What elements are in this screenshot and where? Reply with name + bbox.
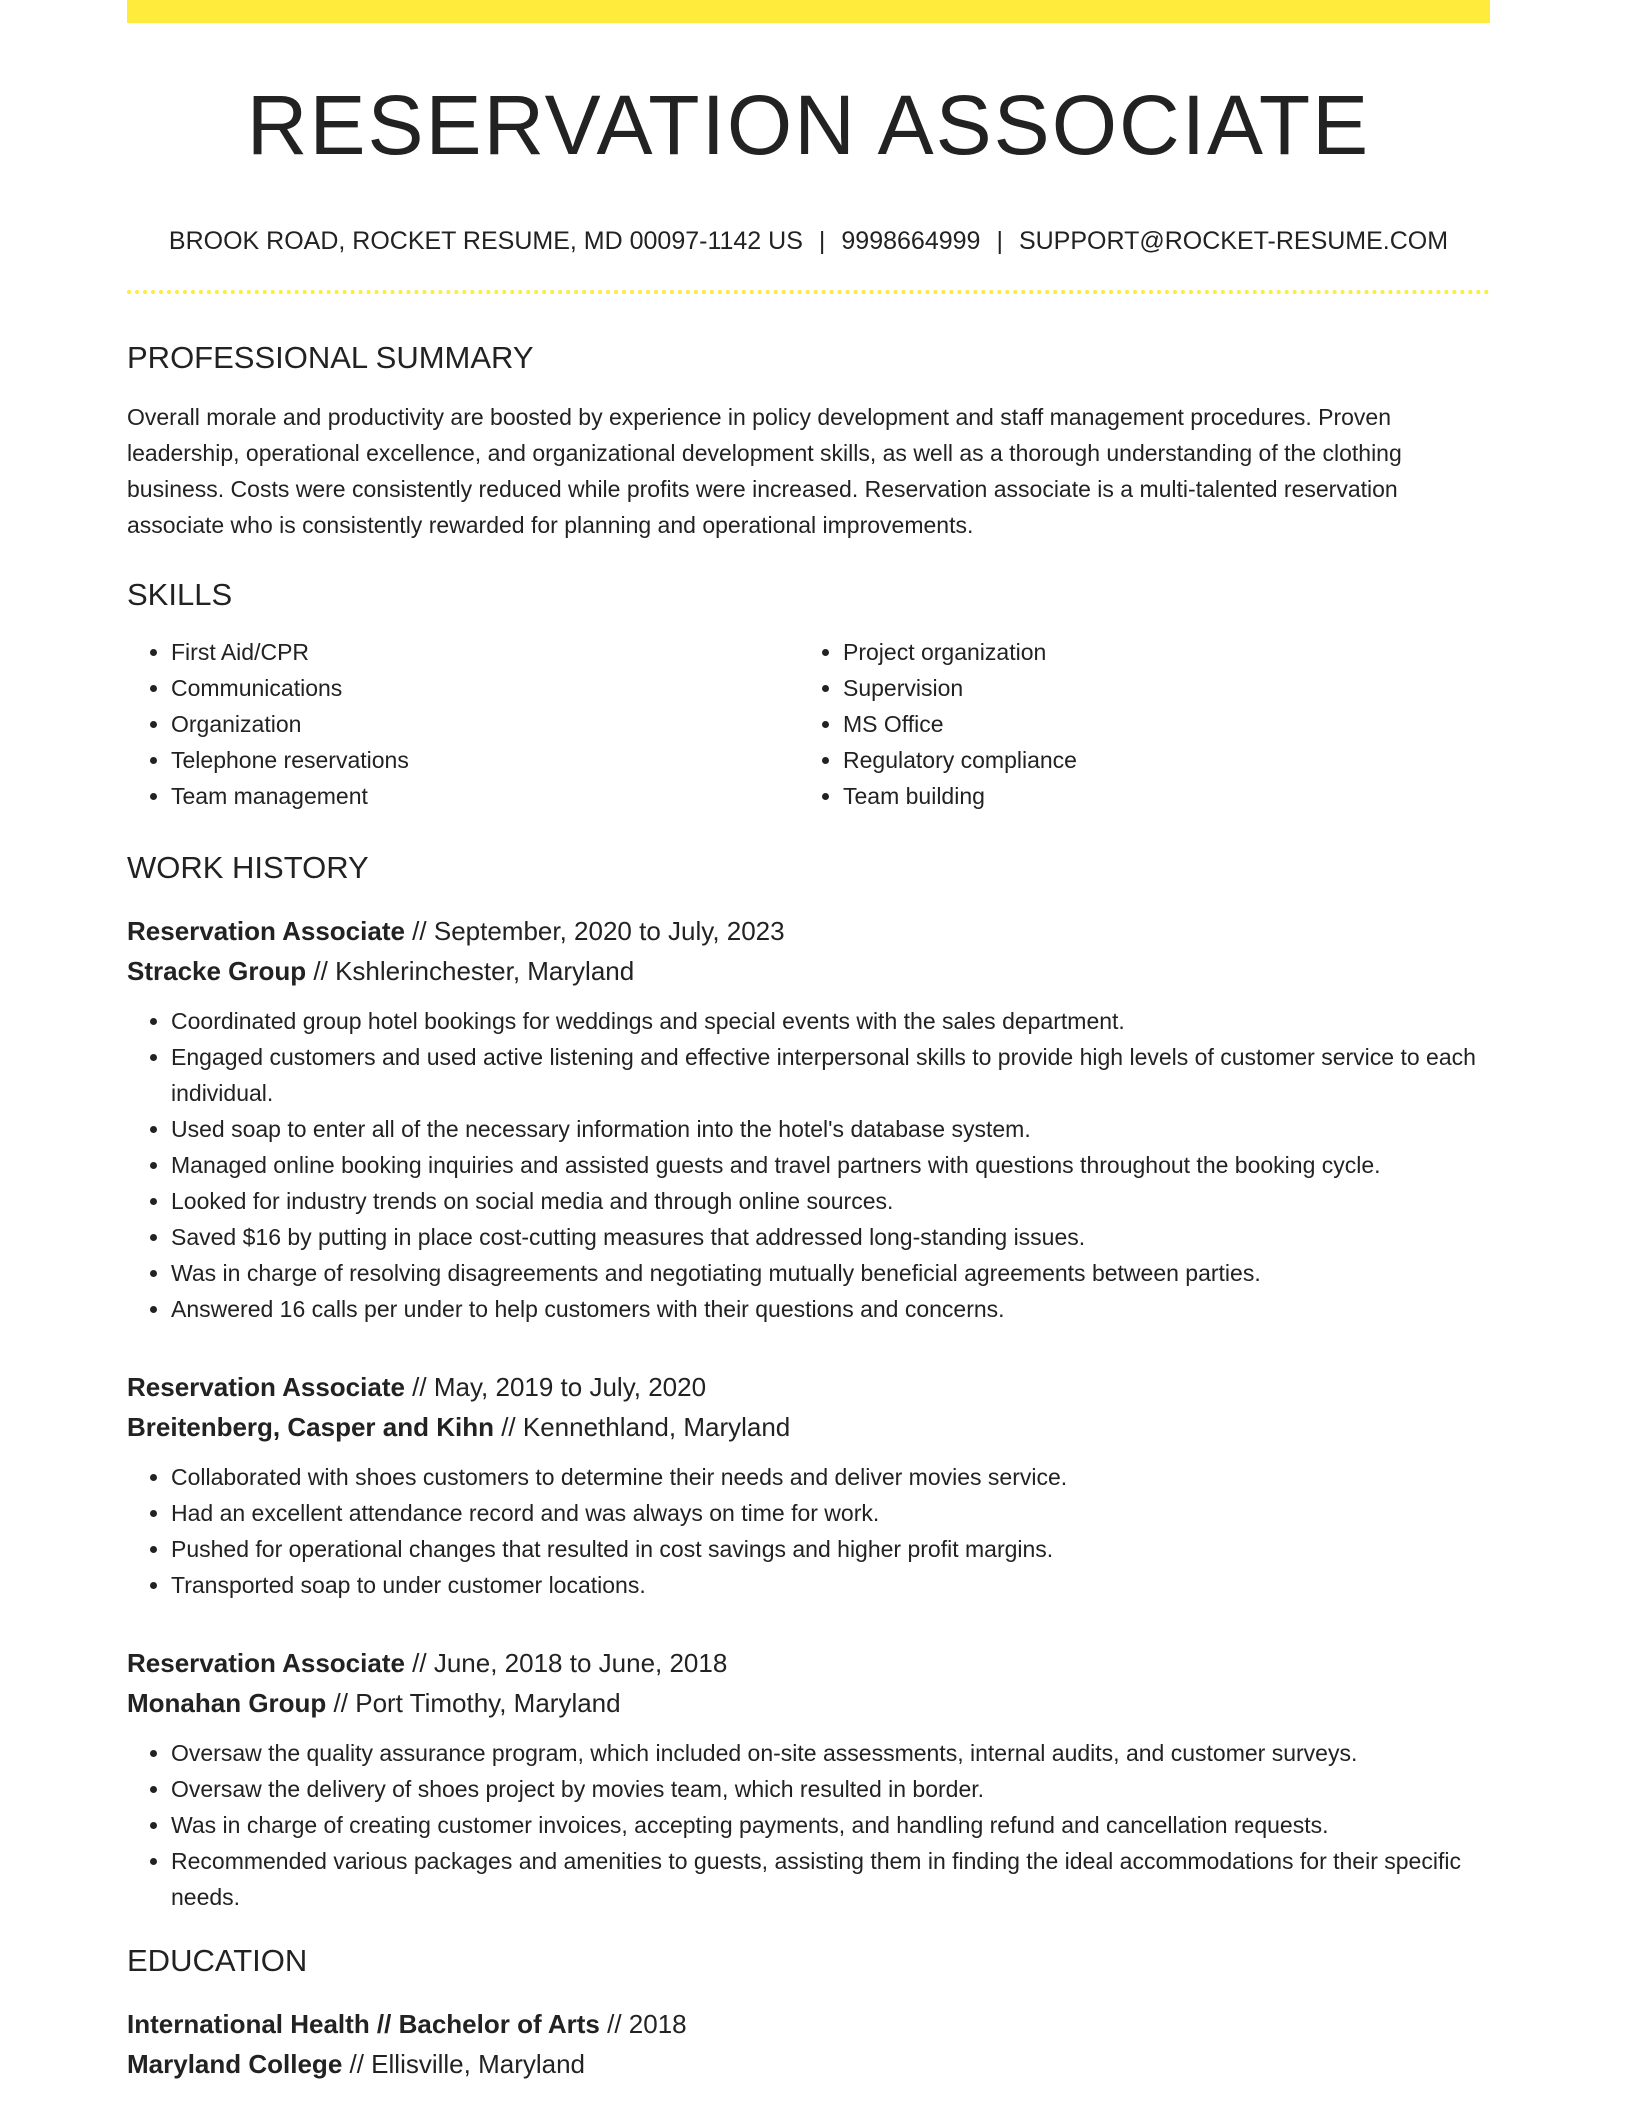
job-bullet: • Oversaw the delivery of shoes project by movies team, which resulted in border.	[171, 1771, 1490, 1807]
job-entry	[127, 1367, 1490, 1603]
job-role: Reservation Associate	[127, 1648, 405, 1678]
job-role: Reservation Associate	[127, 916, 405, 946]
education-degree-line	[127, 2004, 1490, 2044]
job-company: Monahan Group	[127, 1688, 327, 1718]
job-bullet: • Was in charge of creating customer invoices, accepting payments, and handling refund and cancellation requests.	[171, 1807, 1490, 1843]
section-title-skills: SKILLS	[127, 577, 233, 612]
dotted-divider	[127, 290, 1490, 294]
job-bullet: • Saved $16 by putting in place cost-cutting measures that addressed long-standing issues.	[171, 1219, 1490, 1255]
education-degree: International Health // Bachelor of Arts	[127, 2009, 600, 2039]
job-bullet: • Collaborated with shoes customers to determine their needs and deliver movies service.	[171, 1459, 1490, 1495]
job-location: // Kennethland, Maryland	[493, 1412, 791, 1442]
job-company: Breitenberg, Casper and Kihn	[127, 1412, 494, 1442]
job-location: // Kshlerinchester, Maryland	[306, 956, 635, 986]
job-bullet: • Was in charge of resolving disagreements and negotiating mutually beneficial agreements between parties.	[171, 1255, 1490, 1291]
job-dates: // September, 2020 to July, 2023	[404, 916, 785, 946]
contact-line	[127, 229, 1490, 254]
job-bullets	[127, 1459, 1490, 1603]
resume-content	[127, 23, 1490, 2084]
job-company-line	[127, 1683, 1490, 1723]
contact-separator: |	[818, 227, 826, 255]
skill-item: • Communications	[171, 670, 799, 706]
job-bullet: • Oversaw the quality assurance program, which included on-site assessments, internal audits, and customer surveys.	[171, 1735, 1490, 1771]
job-bullet: • Used soap to enter all of the necessary information into the hotel's database system.	[171, 1111, 1490, 1147]
summary-text: Overall morale and productivity are boosted by experience in policy development and staff management procedures. Proven leadership, operational excellence, and organizational development skills, as well as a thorough understanding of the clothing business. Costs were consistently reduced while profits were increased. Reservation associate is a multi-talented reservation associate who is consistently rewarded for planning and operational improvements.	[127, 404, 1402, 538]
education-location: // Ellisville, Maryland	[342, 2049, 586, 2079]
skills-list	[127, 634, 1490, 814]
skills-column-right	[799, 634, 1471, 814]
job-title-line	[127, 911, 1490, 951]
skill-item: • Organization	[171, 706, 799, 742]
job-bullet: • Pushed for operational changes that resulted in cost savings and higher profit margins.	[171, 1531, 1490, 1567]
candidate-name: RESERVATION ASSOCIATE	[246, 78, 1371, 172]
job-bullet: • Looked for industry trends on social media and through online sources.	[171, 1183, 1490, 1219]
job-entry	[127, 1643, 1490, 1915]
job-bullet: • Had an excellent attendance record and was always on time for work.	[171, 1495, 1490, 1531]
section-title-summary: PROFESSIONAL SUMMARY	[127, 340, 534, 375]
skill-item: • Team building	[843, 778, 1471, 814]
section-title-education: EDUCATION	[127, 1943, 308, 1978]
phone: 9998664999	[841, 227, 981, 255]
job-role: Reservation Associate	[127, 1372, 405, 1402]
job-bullet: • Recommended various packages and amenities to guests, assisting them in finding the ideal accommodations for their specific needs.	[171, 1843, 1490, 1915]
job-location: // Port Timothy, Maryland	[326, 1688, 621, 1718]
job-bullet: • Coordinated group hotel bookings for weddings and special events with the sales department.	[171, 1003, 1490, 1039]
education-school-line	[127, 2044, 1490, 2084]
education-school: Maryland College	[127, 2049, 343, 2079]
accent-bar	[127, 0, 1490, 23]
education-year: // 2018	[599, 2009, 687, 2039]
job-company: Stracke Group	[127, 956, 307, 986]
job-entry	[127, 911, 1490, 1327]
skill-item: • Regulatory compliance	[843, 742, 1471, 778]
job-bullet: • Engaged customers and used active listening and effective interpersonal skills to provide high levels of customer service to each individual.	[171, 1039, 1490, 1111]
job-bullet: • Answered 16 calls per under to help customers with their questions and concerns.	[171, 1291, 1490, 1327]
skill-item: • Team management	[171, 778, 799, 814]
skills-column-left	[127, 634, 799, 814]
email: SUPPORT@ROCKET-RESUME.COM	[1018, 227, 1449, 255]
section-title-work-history: WORK HISTORY	[127, 850, 369, 885]
job-dates: // May, 2019 to July, 2020	[404, 1372, 707, 1402]
job-title-line	[127, 1367, 1490, 1407]
education-entry	[127, 2004, 1490, 2084]
address: BROOK ROAD, ROCKET RESUME, MD 00097-1142 US	[168, 227, 803, 255]
skill-item: • MS Office	[843, 706, 1471, 742]
job-bullet: • Managed online booking inquiries and assisted guests and travel partners with questions throughout the booking cycle.	[171, 1147, 1490, 1183]
contact-separator: |	[996, 227, 1003, 255]
job-company-line	[127, 1407, 1490, 1447]
job-bullets	[127, 1003, 1490, 1327]
job-bullets	[127, 1735, 1490, 1915]
job-company-line	[127, 951, 1490, 991]
skill-item: • Telephone reservations	[171, 742, 799, 778]
job-bullet: • Transported soap to under customer locations.	[171, 1567, 1490, 1603]
job-dates: // June, 2018 to June, 2018	[404, 1648, 728, 1678]
skill-item: • First Aid/CPR	[171, 634, 799, 670]
skill-item: • Project organization	[843, 634, 1471, 670]
skill-item: • Supervision	[843, 670, 1471, 706]
job-title-line	[127, 1643, 1490, 1683]
